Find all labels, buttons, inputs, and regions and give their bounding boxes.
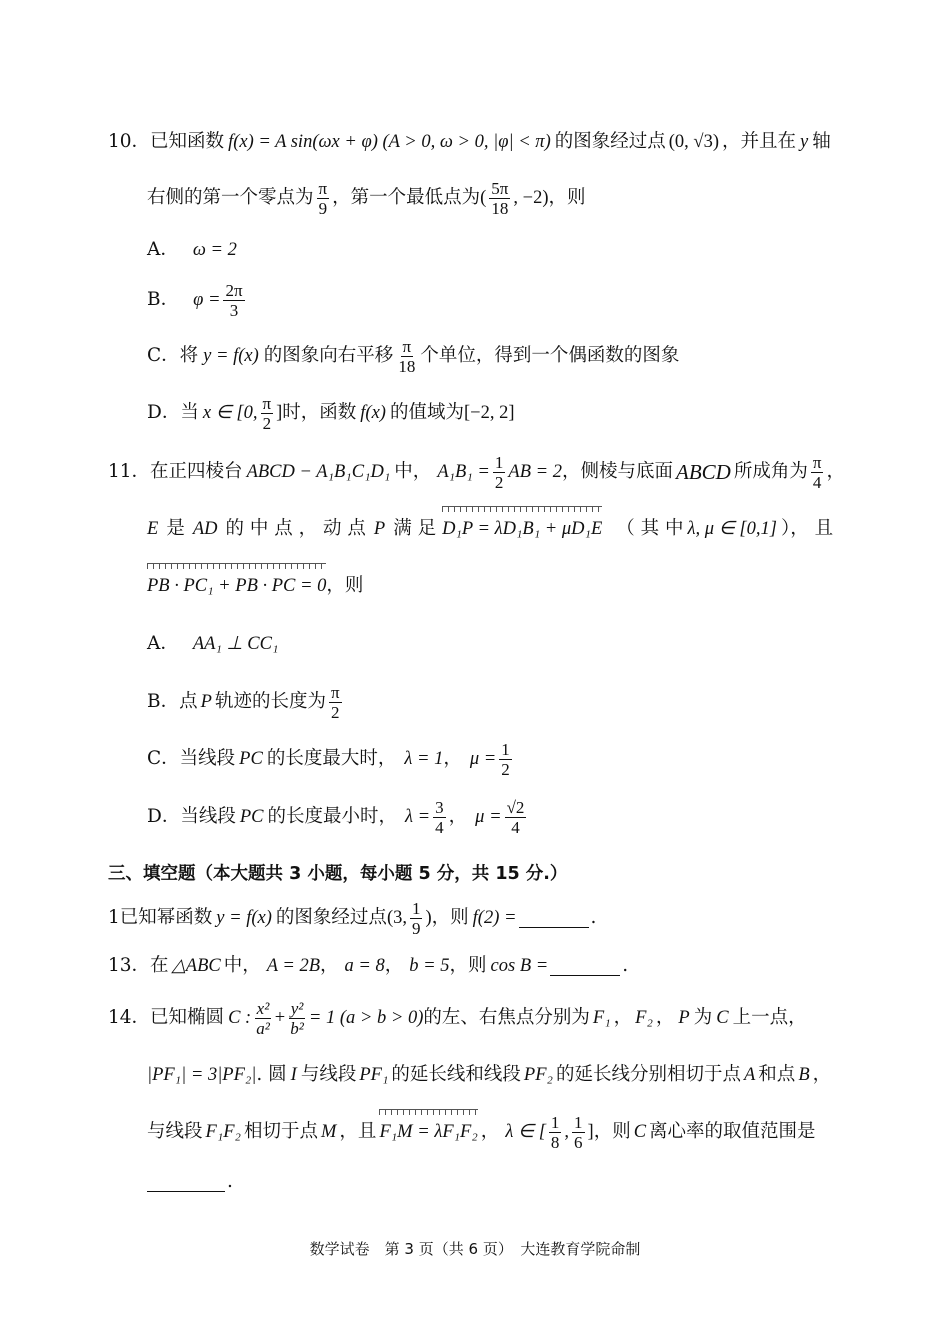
text: ， [480, 1121, 500, 1142]
frac-num: π [262, 393, 272, 413]
frac-num: 1 [550, 1112, 560, 1132]
text: ，第一个最低点为 [332, 187, 481, 208]
q14-number: 14． [108, 1007, 151, 1028]
q13-number: 13． [108, 955, 151, 976]
text: ， [443, 748, 462, 769]
fraction [549, 1113, 562, 1152]
frac-num: 2π [225, 280, 243, 300]
var: B [798, 1065, 810, 1085]
fraction [493, 453, 506, 492]
frac-den: 2 [494, 472, 504, 492]
var: C [633, 1122, 647, 1142]
text: 的图象经过点 [275, 907, 387, 928]
q11-option-a [147, 624, 278, 664]
fraction [396, 337, 417, 376]
text: ， [613, 1007, 633, 1028]
text: 已知函数 [150, 131, 225, 152]
frac-den: 4 [812, 472, 822, 492]
frac-num: π [318, 178, 328, 198]
math: cos B = [490, 956, 549, 976]
math: f(2) = [472, 908, 517, 928]
text: ，则 [593, 1121, 631, 1142]
text: 的图象向右平移 [263, 345, 394, 366]
text: ，则 [449, 955, 487, 976]
fraction [254, 999, 272, 1038]
q10-option-d [147, 393, 515, 433]
math: μ = [469, 749, 497, 769]
math: μ = [475, 807, 502, 827]
fraction [317, 179, 330, 218]
option-label: A． [147, 239, 179, 260]
text: 的延长线和线段 [391, 1064, 521, 1085]
text: 点 [179, 691, 198, 712]
text: 所成角为 [733, 461, 808, 482]
section-heading: 三、填空题（本大题共 3 小题，每小题 5 分，共 15 分.） [108, 864, 568, 884]
text: ， [384, 955, 404, 976]
text: 在 [150, 955, 169, 976]
text: 的左、右焦点分别为 [423, 1007, 590, 1028]
q10-point: (0, √3) [668, 132, 719, 152]
frac-den: 4 [435, 817, 444, 837]
math: F₂ [635, 1008, 653, 1028]
math: φ = [193, 290, 221, 310]
math: λ, μ ∈ [0,1] [687, 519, 777, 539]
text: 右侧的第一个零点为 [147, 187, 314, 208]
frac-num: 3 [435, 797, 444, 817]
q14-line1 [108, 998, 807, 1038]
math: λ = [405, 807, 431, 827]
var: P [200, 692, 212, 712]
text: 上一点， [732, 1007, 807, 1028]
math: ) [425, 908, 432, 928]
frac-den: 4 [511, 817, 520, 837]
text: 将 [179, 345, 199, 366]
math: (3, [386, 908, 407, 928]
frac-num: π [330, 682, 340, 702]
fraction [288, 999, 306, 1038]
text: ，则 [431, 907, 469, 928]
text: ，则 [548, 187, 586, 208]
answer-blank[interactable] [550, 957, 620, 976]
math: A₁B₁ = [437, 462, 490, 482]
q11-line1 [108, 452, 845, 492]
text: 已知幂函数 [119, 907, 213, 928]
fraction [499, 740, 512, 779]
vector-expression: F₁M = λF₁F₂ [379, 1112, 477, 1152]
text: 个单位，得到一个偶函数的图象 [420, 345, 680, 366]
text: 已知椭圆 [150, 1007, 225, 1028]
frac-den: 2 [331, 702, 340, 722]
math: ABCD − A₁B₁C₁D₁ [246, 462, 391, 482]
math: |PF₁| = 3|PF₂| [147, 1065, 257, 1085]
math: PF₂ [523, 1065, 553, 1085]
text: 的长度最小时， [267, 806, 398, 827]
math: y = f(x) [216, 908, 272, 928]
math: , [564, 1122, 570, 1142]
var: E [147, 519, 159, 539]
math: λ ∈ [ [505, 1122, 546, 1142]
q10-function: f(x) = A sin(ωx + φ) (A > 0, ω > 0, |φ| < π) [228, 132, 551, 152]
vector-expression: D₁P = λD₁B₁ + μD₁E [442, 509, 602, 549]
text: 与线段 [300, 1064, 357, 1085]
math: a = 8 [344, 956, 385, 976]
frac-num: π [402, 336, 412, 356]
math: F₁ [592, 1008, 611, 1028]
text: 相切于点 [243, 1121, 318, 1142]
option-label: A． [147, 633, 179, 654]
text: 离心率的取值范围是 [649, 1121, 816, 1142]
q10-option-b [147, 280, 248, 320]
frac-den: 18 [491, 198, 509, 218]
fraction [811, 453, 824, 492]
q11-option-d [147, 797, 529, 837]
var: C [716, 1008, 729, 1028]
math: = 1 (a > b > 0) [308, 1008, 424, 1028]
text: . [590, 907, 597, 928]
q11-number: 11． [108, 461, 151, 482]
math: + [274, 1008, 286, 1028]
text: （ 其 中 [616, 518, 684, 539]
frac-den: 3 [229, 300, 239, 320]
math: ] [587, 1122, 594, 1142]
q11-line2 [147, 509, 833, 549]
math: x ∈ [0, [202, 403, 258, 423]
var: I [290, 1065, 297, 1085]
frac-den: 9 [318, 198, 328, 218]
math: PF₁ [359, 1065, 389, 1085]
math: b = 5 [409, 956, 450, 976]
text: 的延长线分别相切于点 [555, 1064, 741, 1085]
text: ， [826, 461, 845, 482]
frac-num: 1 [501, 739, 510, 759]
frac-den: a² [256, 1018, 270, 1038]
text: 满 足 [393, 518, 437, 539]
text: ， [812, 1064, 832, 1085]
math: [−2, 2] [464, 403, 515, 423]
text: 为 [693, 1007, 713, 1028]
frac-den: 6 [574, 1132, 583, 1152]
math: ω = 2 [192, 240, 237, 260]
frac-num: 5π [491, 178, 509, 198]
frac-num: 1 [411, 898, 421, 918]
q10-line2 [147, 178, 586, 218]
text: ，侧棱与底面 [561, 461, 673, 482]
text: 的 中 点 ， 动 点 [225, 518, 366, 539]
frac-num: 1 [574, 1112, 583, 1132]
text: ，则 [326, 575, 364, 596]
q14-line4 [147, 1162, 233, 1202]
answer-blank[interactable] [147, 1173, 225, 1192]
vector-expression: PB · PC₁ + PB · PC = 0 [147, 566, 326, 606]
text: 中， [223, 955, 261, 976]
answer-blank[interactable] [519, 909, 589, 928]
frac-num: y² [290, 998, 304, 1018]
text: ， [655, 1007, 675, 1028]
fraction [505, 798, 527, 837]
text: 在正四棱台 [150, 461, 243, 482]
var: P [373, 519, 386, 539]
frac-num: π [812, 452, 822, 472]
frac-den: 9 [411, 918, 421, 938]
text: ， [320, 955, 339, 976]
text: 的长度最大时， [266, 748, 397, 769]
math: ] [276, 403, 283, 423]
text: . 圆 [256, 1064, 287, 1085]
text: . [227, 1171, 233, 1192]
math: AB = 2 [508, 462, 562, 482]
q12-number: 1 [108, 907, 120, 928]
page-footer: 数学试卷 第 3 页（共 6 页） 大连教育学院命制 [309, 1240, 641, 1258]
option-label: B． [147, 289, 180, 310]
math: ABCD [676, 460, 731, 484]
fraction [489, 179, 510, 218]
fraction [433, 798, 446, 837]
math: F₁F₂ [205, 1122, 241, 1142]
text: ，并且在 [721, 131, 796, 152]
option-label: C． [147, 345, 180, 366]
frac-num: √2 [506, 797, 525, 817]
paren: ( [480, 188, 487, 208]
math: C : [228, 1008, 252, 1028]
frac-den: 2 [262, 413, 272, 433]
math: AD [192, 519, 218, 539]
q10-option-c [147, 336, 679, 376]
q10-line1 [108, 122, 831, 162]
text: 时，函数 [282, 402, 357, 423]
q11-option-c [147, 739, 515, 779]
text: ，且 [339, 1121, 377, 1142]
q13 [108, 946, 628, 986]
q14-line3 [147, 1112, 816, 1152]
math: PC [239, 807, 264, 827]
math: PC [239, 749, 263, 769]
math: △ABC [171, 956, 221, 976]
math: y = f(x) [203, 346, 259, 366]
option-label: C． [147, 748, 180, 769]
text: ， [448, 806, 468, 827]
text: 与线段 [147, 1121, 203, 1142]
option-label: D． [147, 402, 181, 423]
frac-den: 8 [550, 1132, 560, 1152]
frac-den: 2 [501, 759, 510, 779]
text: 当 [180, 402, 199, 423]
option-label: B． [147, 691, 180, 712]
fraction [223, 281, 244, 320]
text: 是 [166, 518, 185, 539]
q12 [108, 898, 596, 938]
frac-den: b² [290, 1018, 304, 1038]
var: A [743, 1065, 756, 1085]
text: 和点 [758, 1064, 796, 1085]
frac-num: x² [256, 998, 270, 1018]
q11-line3 [147, 566, 363, 606]
text: 轴 [812, 131, 831, 152]
math: f(x) [360, 403, 386, 423]
frac-den: 18 [398, 356, 416, 376]
math: λ = 1 [404, 749, 444, 769]
fraction [329, 683, 342, 722]
text: 的值域为 [389, 402, 464, 423]
text: ）， 且 [780, 518, 834, 539]
q10-option-a [147, 230, 237, 270]
fraction [261, 394, 274, 433]
text: . [622, 955, 629, 976]
text: 当线段 [180, 806, 236, 827]
option-label: D． [147, 806, 181, 827]
var: M [321, 1122, 337, 1142]
fraction [572, 1113, 585, 1152]
q11-option-b [147, 682, 345, 722]
text: 中， [394, 461, 432, 482]
q14-line2 [147, 1055, 831, 1095]
text: 轨迹的长度为 [214, 691, 326, 712]
var-y: y [800, 132, 809, 152]
math: A = 2B [266, 956, 321, 976]
text: 的图象经过点 [554, 131, 666, 152]
math: AA₁ ⊥ CC₁ [192, 634, 279, 654]
text: 当线段 [179, 748, 236, 769]
var: P [678, 1008, 690, 1028]
point-rest: , −2) [513, 188, 549, 208]
q10-number: 10． [108, 131, 151, 152]
fraction [410, 899, 423, 938]
frac-num: 1 [494, 452, 504, 472]
